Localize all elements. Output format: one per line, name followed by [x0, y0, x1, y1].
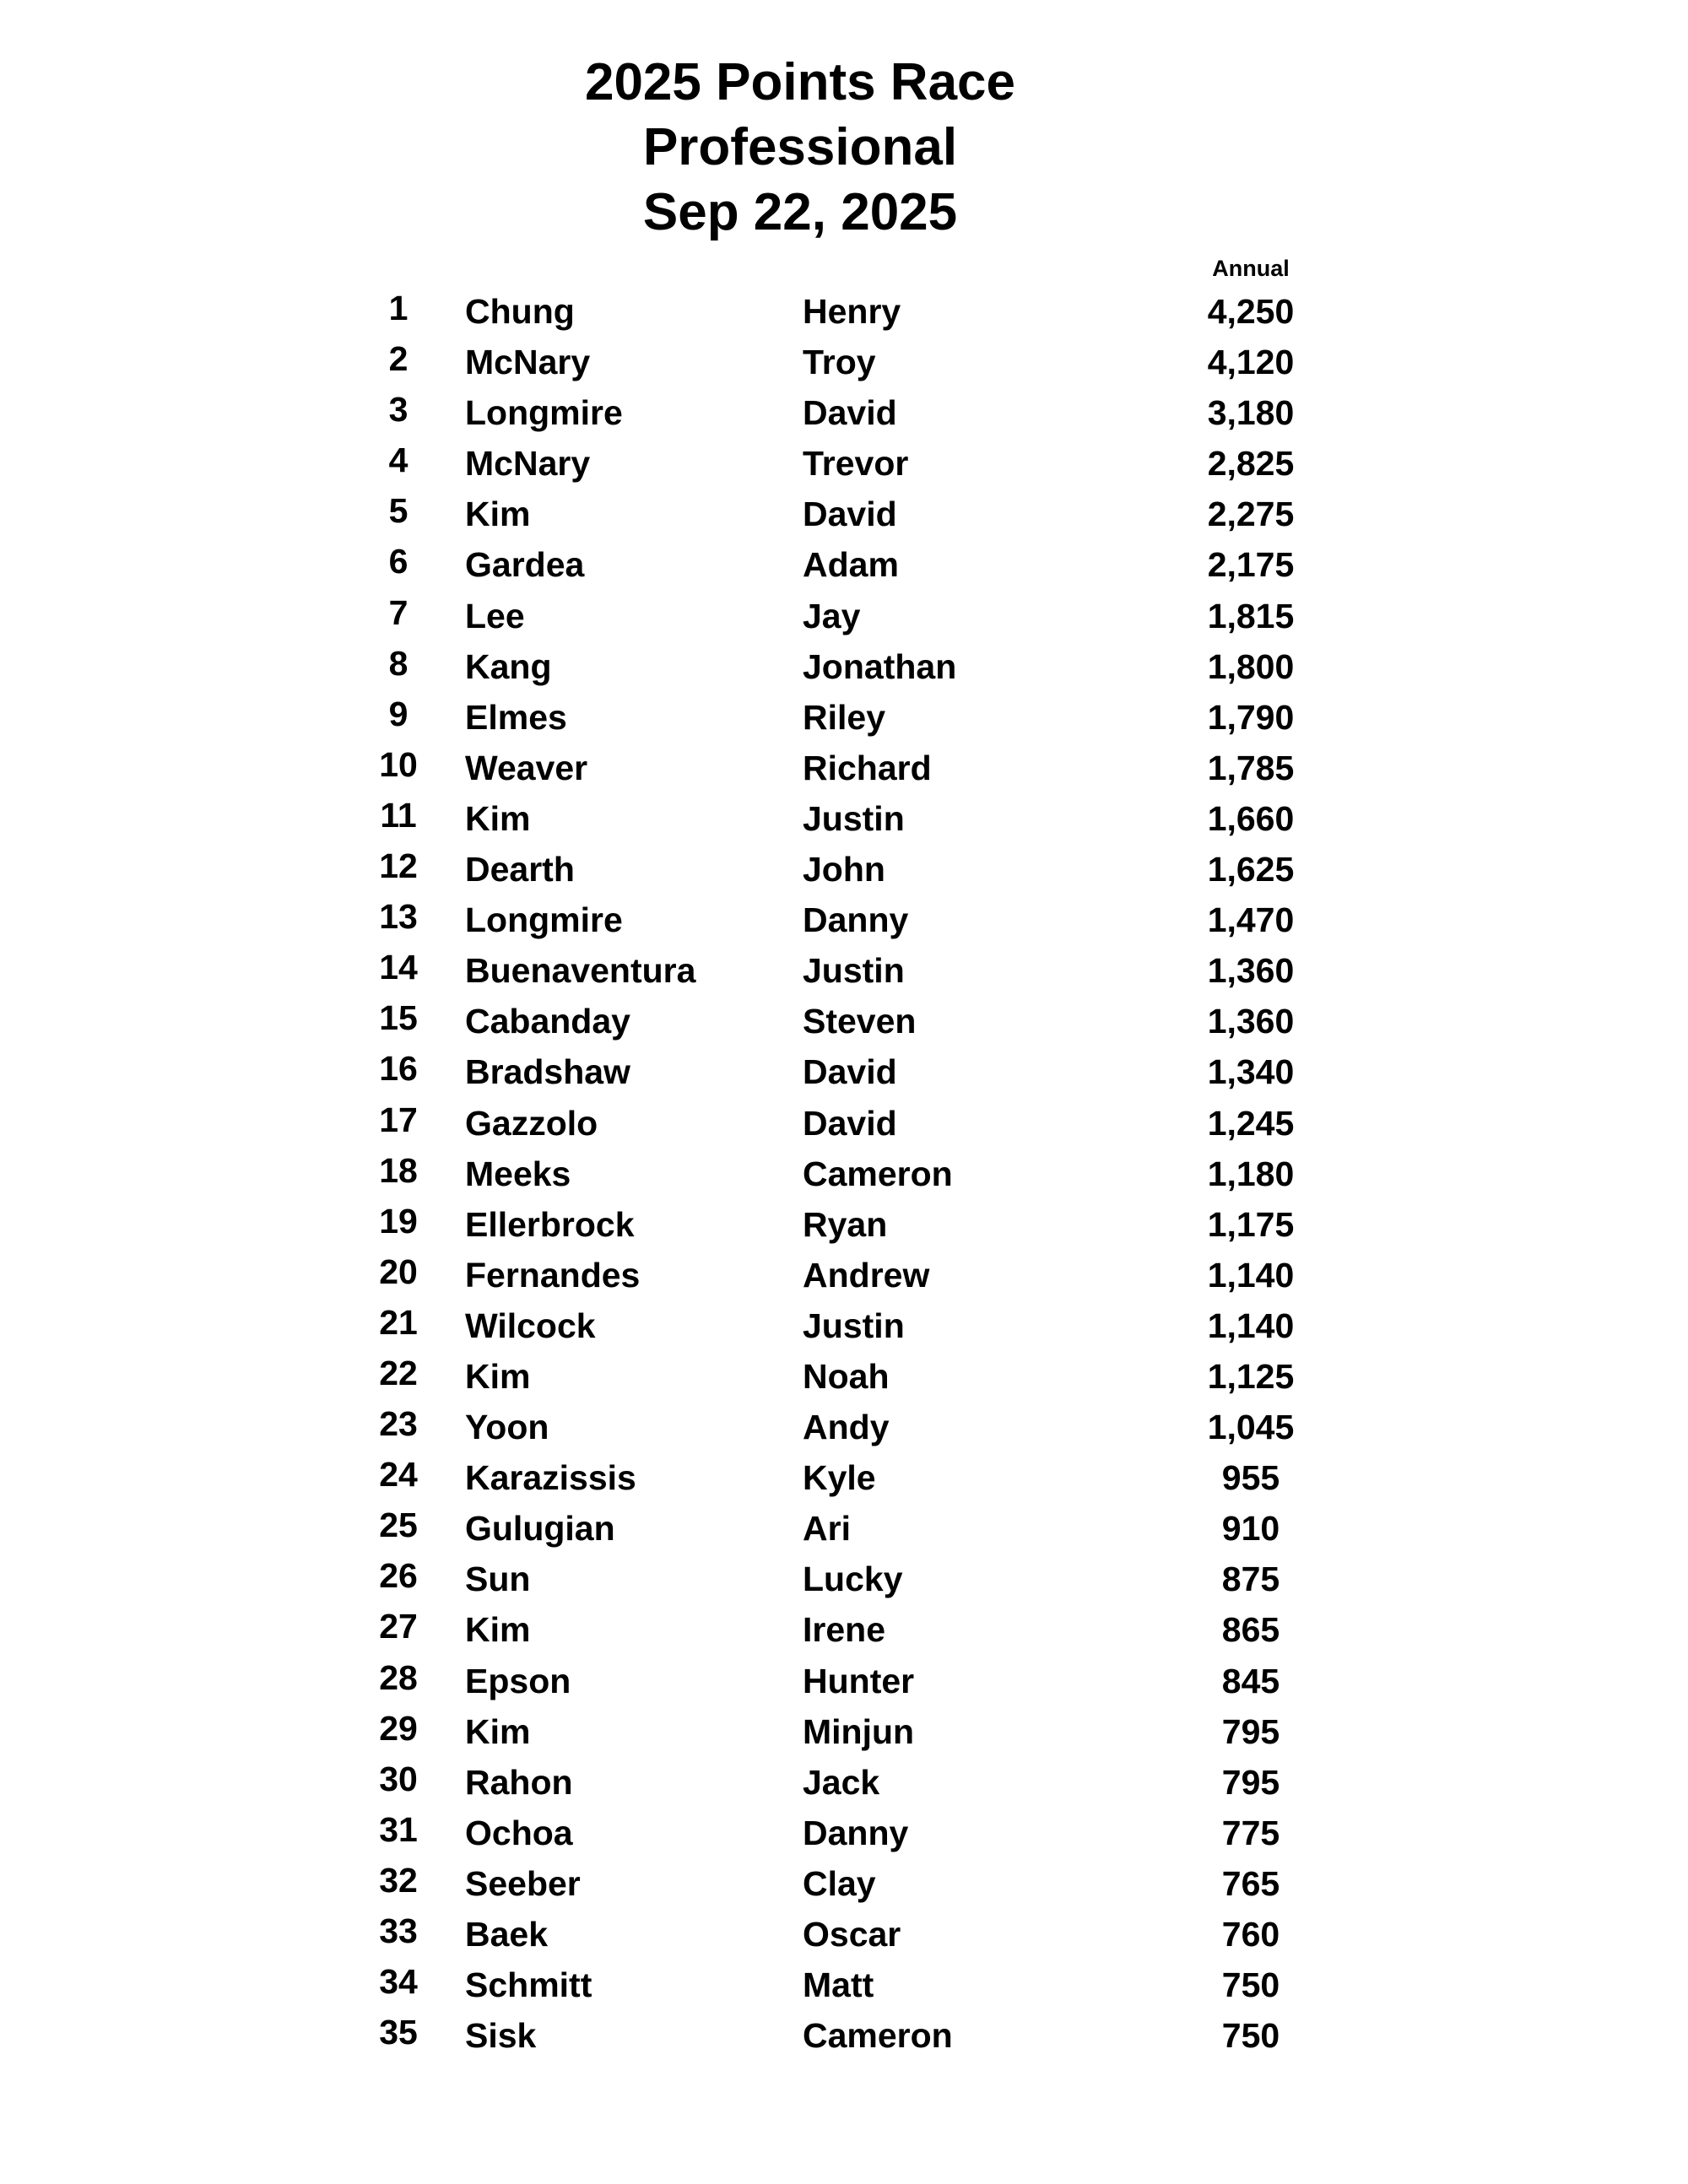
- first-name-cell: Riley: [803, 697, 885, 737]
- last-name-cell: Dearth: [465, 850, 575, 889]
- rank-cell: 17: [379, 1100, 418, 1139]
- points-cell: 1,340: [1207, 1052, 1295, 1092]
- points-cell: 750: [1221, 2016, 1280, 2056]
- points-cell: 1,815: [1207, 596, 1295, 635]
- first-name-cell: Hunter: [803, 1661, 915, 1700]
- points-cell: 775: [1221, 1813, 1280, 1852]
- first-name-cell: Justin: [803, 1306, 905, 1345]
- first-name-cell: Noah: [803, 1356, 890, 1396]
- title-line-2: Professional: [642, 118, 958, 176]
- title-line-3-date: Sep 22, 2025: [642, 183, 958, 241]
- rank-cell: 35: [379, 2013, 418, 2052]
- rank-cell: 8: [388, 643, 408, 683]
- points-cell: 760: [1221, 1915, 1280, 1954]
- rank-cell: 3: [388, 390, 408, 430]
- points-cell: 1,140: [1207, 1255, 1295, 1295]
- standings-table: [0, 286, 1688, 2061]
- first-name-cell: Matt: [803, 1965, 874, 2005]
- first-name-cell: David: [803, 1103, 897, 1143]
- last-name-cell: Sisk: [465, 2016, 537, 2056]
- first-name-cell: David: [803, 393, 897, 433]
- table-row: [0, 1706, 1688, 1757]
- rank-cell: 12: [379, 846, 418, 886]
- points-cell: 910: [1221, 1509, 1280, 1549]
- table-row: [0, 844, 1688, 895]
- rank-cell: 18: [379, 1150, 418, 1190]
- first-name-cell: Clay: [803, 1863, 876, 1903]
- last-name-cell: McNary: [465, 343, 591, 382]
- points-cell: 4,120: [1207, 343, 1295, 382]
- rank-cell: 6: [388, 542, 408, 581]
- points-cell: 845: [1221, 1661, 1280, 1700]
- points-cell: 795: [1221, 1711, 1280, 1751]
- last-name-cell: Fernandes: [465, 1255, 641, 1295]
- table-row: [0, 895, 1688, 945]
- rank-cell: 7: [388, 592, 408, 632]
- first-name-cell: Danny: [803, 1813, 909, 1852]
- table-row: [0, 1503, 1688, 1554]
- first-name-cell: Jack: [803, 1762, 880, 1802]
- rank-cell: 11: [380, 795, 417, 835]
- table-row: [0, 1351, 1688, 1402]
- last-name-cell: Seeber: [465, 1863, 581, 1903]
- last-name-cell: Bradshaw: [465, 1052, 630, 1092]
- rank-cell: 26: [379, 1556, 418, 1596]
- last-name-cell: Kim: [465, 1711, 531, 1751]
- rank-cell: 14: [379, 948, 418, 987]
- last-name-cell: Wilcock: [465, 1306, 596, 1345]
- points-cell: 1,360: [1207, 1002, 1295, 1041]
- table-row: [0, 692, 1688, 743]
- rank-cell: 32: [379, 1860, 418, 1900]
- last-name-cell: Schmitt: [465, 1965, 592, 2005]
- points-cell: 1,140: [1207, 1306, 1295, 1345]
- rank-cell: 2: [388, 339, 408, 379]
- last-name-cell: McNary: [465, 444, 591, 484]
- table-row: [0, 1808, 1688, 1858]
- last-name-cell: Lee: [465, 596, 525, 635]
- table-row: [0, 1046, 1688, 1097]
- rank-cell: 16: [379, 1049, 418, 1089]
- points-cell: 2,825: [1207, 444, 1295, 484]
- last-name-cell: Gardea: [465, 545, 585, 585]
- column-header-annual: Annual: [1212, 256, 1290, 281]
- table-row: [0, 1199, 1688, 1250]
- rank-cell: 25: [379, 1506, 418, 1545]
- rank-cell: 29: [379, 1708, 418, 1748]
- points-cell: 795: [1221, 1762, 1280, 1802]
- points-cell: 2,175: [1207, 545, 1295, 585]
- last-name-cell: Karazissis: [465, 1458, 636, 1498]
- rank-cell: 1: [388, 289, 408, 327]
- rank-cell: 21: [379, 1302, 418, 1342]
- table-row: [0, 1554, 1688, 1604]
- points-cell: 750: [1221, 1965, 1280, 2005]
- points-cell: 1,790: [1207, 697, 1295, 737]
- points-cell: 955: [1221, 1458, 1280, 1498]
- first-name-cell: Oscar: [803, 1915, 901, 1954]
- last-name-cell: Longmire: [465, 393, 623, 433]
- last-name-cell: Gulugian: [465, 1509, 615, 1549]
- points-cell: 1,360: [1207, 951, 1295, 991]
- table-row: [0, 793, 1688, 844]
- table-row: [0, 1098, 1688, 1149]
- table-row: [0, 996, 1688, 1046]
- first-name-cell: Trevor: [803, 444, 909, 484]
- rank-cell: 28: [379, 1657, 418, 1697]
- first-name-cell: Cameron: [803, 2016, 953, 2056]
- last-name-cell: Cabanday: [465, 1002, 630, 1041]
- table-row: [0, 286, 1688, 337]
- last-name-cell: Gazzolo: [465, 1103, 598, 1143]
- points-cell: 3,180: [1207, 393, 1295, 433]
- points-cell: 4,250: [1207, 292, 1295, 331]
- points-cell: 1,125: [1207, 1356, 1295, 1396]
- table-row: [0, 945, 1688, 996]
- rank-cell: 19: [379, 1201, 418, 1241]
- last-name-cell: Meeks: [465, 1154, 571, 1193]
- rank-cell: 10: [379, 744, 418, 784]
- last-name-cell: Weaver: [465, 748, 588, 787]
- first-name-cell: Richard: [803, 748, 932, 787]
- last-name-cell: Baek: [465, 1915, 549, 1954]
- table-row: [0, 1402, 1688, 1452]
- first-name-cell: Cameron: [803, 1154, 953, 1193]
- last-name-cell: Rahon: [465, 1762, 573, 1802]
- rank-cell: 27: [379, 1607, 418, 1646]
- rank-cell: 9: [388, 694, 408, 733]
- points-cell: 1,045: [1207, 1408, 1295, 1447]
- first-name-cell: Danny: [803, 900, 909, 940]
- first-name-cell: Kyle: [803, 1458, 876, 1498]
- last-name-cell: Buenaventura: [465, 951, 696, 991]
- first-name-cell: Lucky: [803, 1560, 903, 1599]
- points-cell: 1,625: [1207, 850, 1295, 889]
- last-name-cell: Chung: [465, 292, 575, 331]
- last-name-cell: Sun: [465, 1560, 531, 1599]
- last-name-cell: Kim: [465, 798, 531, 838]
- rank-cell: 13: [379, 897, 418, 937]
- first-name-cell: Justin: [803, 798, 905, 838]
- table-row: [0, 641, 1688, 692]
- table-row: [0, 2010, 1688, 2061]
- first-name-cell: Justin: [803, 951, 905, 991]
- table-row: [0, 1604, 1688, 1655]
- first-name-cell: David: [803, 495, 897, 534]
- points-cell: 2,275: [1207, 495, 1295, 534]
- last-name-cell: Kim: [465, 1610, 531, 1650]
- points-cell: 765: [1221, 1863, 1280, 1903]
- table-row: [0, 1858, 1688, 1909]
- table-row: [0, 1960, 1688, 2010]
- last-name-cell: Longmire: [465, 900, 623, 940]
- first-name-cell: Jonathan: [803, 646, 957, 686]
- rank-cell: 4: [388, 441, 408, 480]
- points-cell: 875: [1221, 1560, 1280, 1599]
- rank-cell: 33: [379, 1911, 418, 1950]
- first-name-cell: Henry: [803, 292, 901, 331]
- table-row: [0, 438, 1688, 489]
- rank-cell: 23: [379, 1404, 418, 1444]
- last-name-cell: Elmes: [465, 697, 567, 737]
- first-name-cell: Ari: [803, 1509, 851, 1549]
- table-row: [0, 387, 1688, 438]
- table-row: [0, 1149, 1688, 1199]
- table-row: [0, 337, 1688, 387]
- table-row: [0, 743, 1688, 793]
- table-row: [0, 591, 1688, 641]
- first-name-cell: Minjun: [803, 1711, 915, 1751]
- last-name-cell: Kang: [465, 646, 552, 686]
- last-name-cell: Yoon: [465, 1408, 549, 1447]
- table-row: [0, 489, 1688, 539]
- first-name-cell: Jay: [803, 596, 861, 635]
- points-cell: 1,470: [1207, 900, 1295, 940]
- first-name-cell: Andrew: [803, 1255, 930, 1295]
- first-name-cell: Ryan: [803, 1204, 888, 1244]
- points-cell: 1,800: [1207, 646, 1295, 686]
- points-cell: 1,660: [1207, 798, 1295, 838]
- points-cell: 1,245: [1207, 1103, 1295, 1143]
- table-row: [0, 1656, 1688, 1706]
- table-row: [0, 539, 1688, 590]
- last-name-cell: Ellerbrock: [465, 1204, 635, 1244]
- rank-cell: 22: [379, 1353, 418, 1392]
- points-cell: 865: [1221, 1610, 1280, 1650]
- table-row: [0, 1250, 1688, 1300]
- first-name-cell: Andy: [803, 1408, 890, 1447]
- points-cell: 1,785: [1207, 748, 1295, 787]
- rank-cell: 20: [379, 1251, 418, 1291]
- rank-cell: 34: [379, 1962, 418, 2002]
- points-cell: 1,180: [1207, 1154, 1295, 1193]
- first-name-cell: Troy: [803, 343, 876, 382]
- title-line-1: 2025 Points Race: [584, 53, 1016, 111]
- rank-cell: 15: [379, 998, 418, 1038]
- first-name-cell: John: [803, 850, 885, 889]
- last-name-cell: Kim: [465, 1356, 531, 1396]
- first-name-cell: Adam: [803, 545, 899, 585]
- last-name-cell: Epson: [465, 1661, 571, 1700]
- points-cell: 1,175: [1207, 1204, 1295, 1244]
- rank-cell: 31: [379, 1809, 418, 1849]
- table-row: [0, 1300, 1688, 1351]
- rank-cell: 24: [379, 1455, 418, 1495]
- table-row: [0, 1757, 1688, 1808]
- rank-cell: 5: [388, 491, 408, 531]
- last-name-cell: Ochoa: [465, 1813, 573, 1852]
- first-name-cell: Steven: [803, 1002, 917, 1041]
- rank-cell: 30: [379, 1759, 418, 1798]
- first-name-cell: David: [803, 1052, 897, 1092]
- table-row: [0, 1452, 1688, 1503]
- last-name-cell: Kim: [465, 495, 531, 534]
- first-name-cell: Irene: [803, 1610, 885, 1650]
- table-row: [0, 1909, 1688, 1960]
